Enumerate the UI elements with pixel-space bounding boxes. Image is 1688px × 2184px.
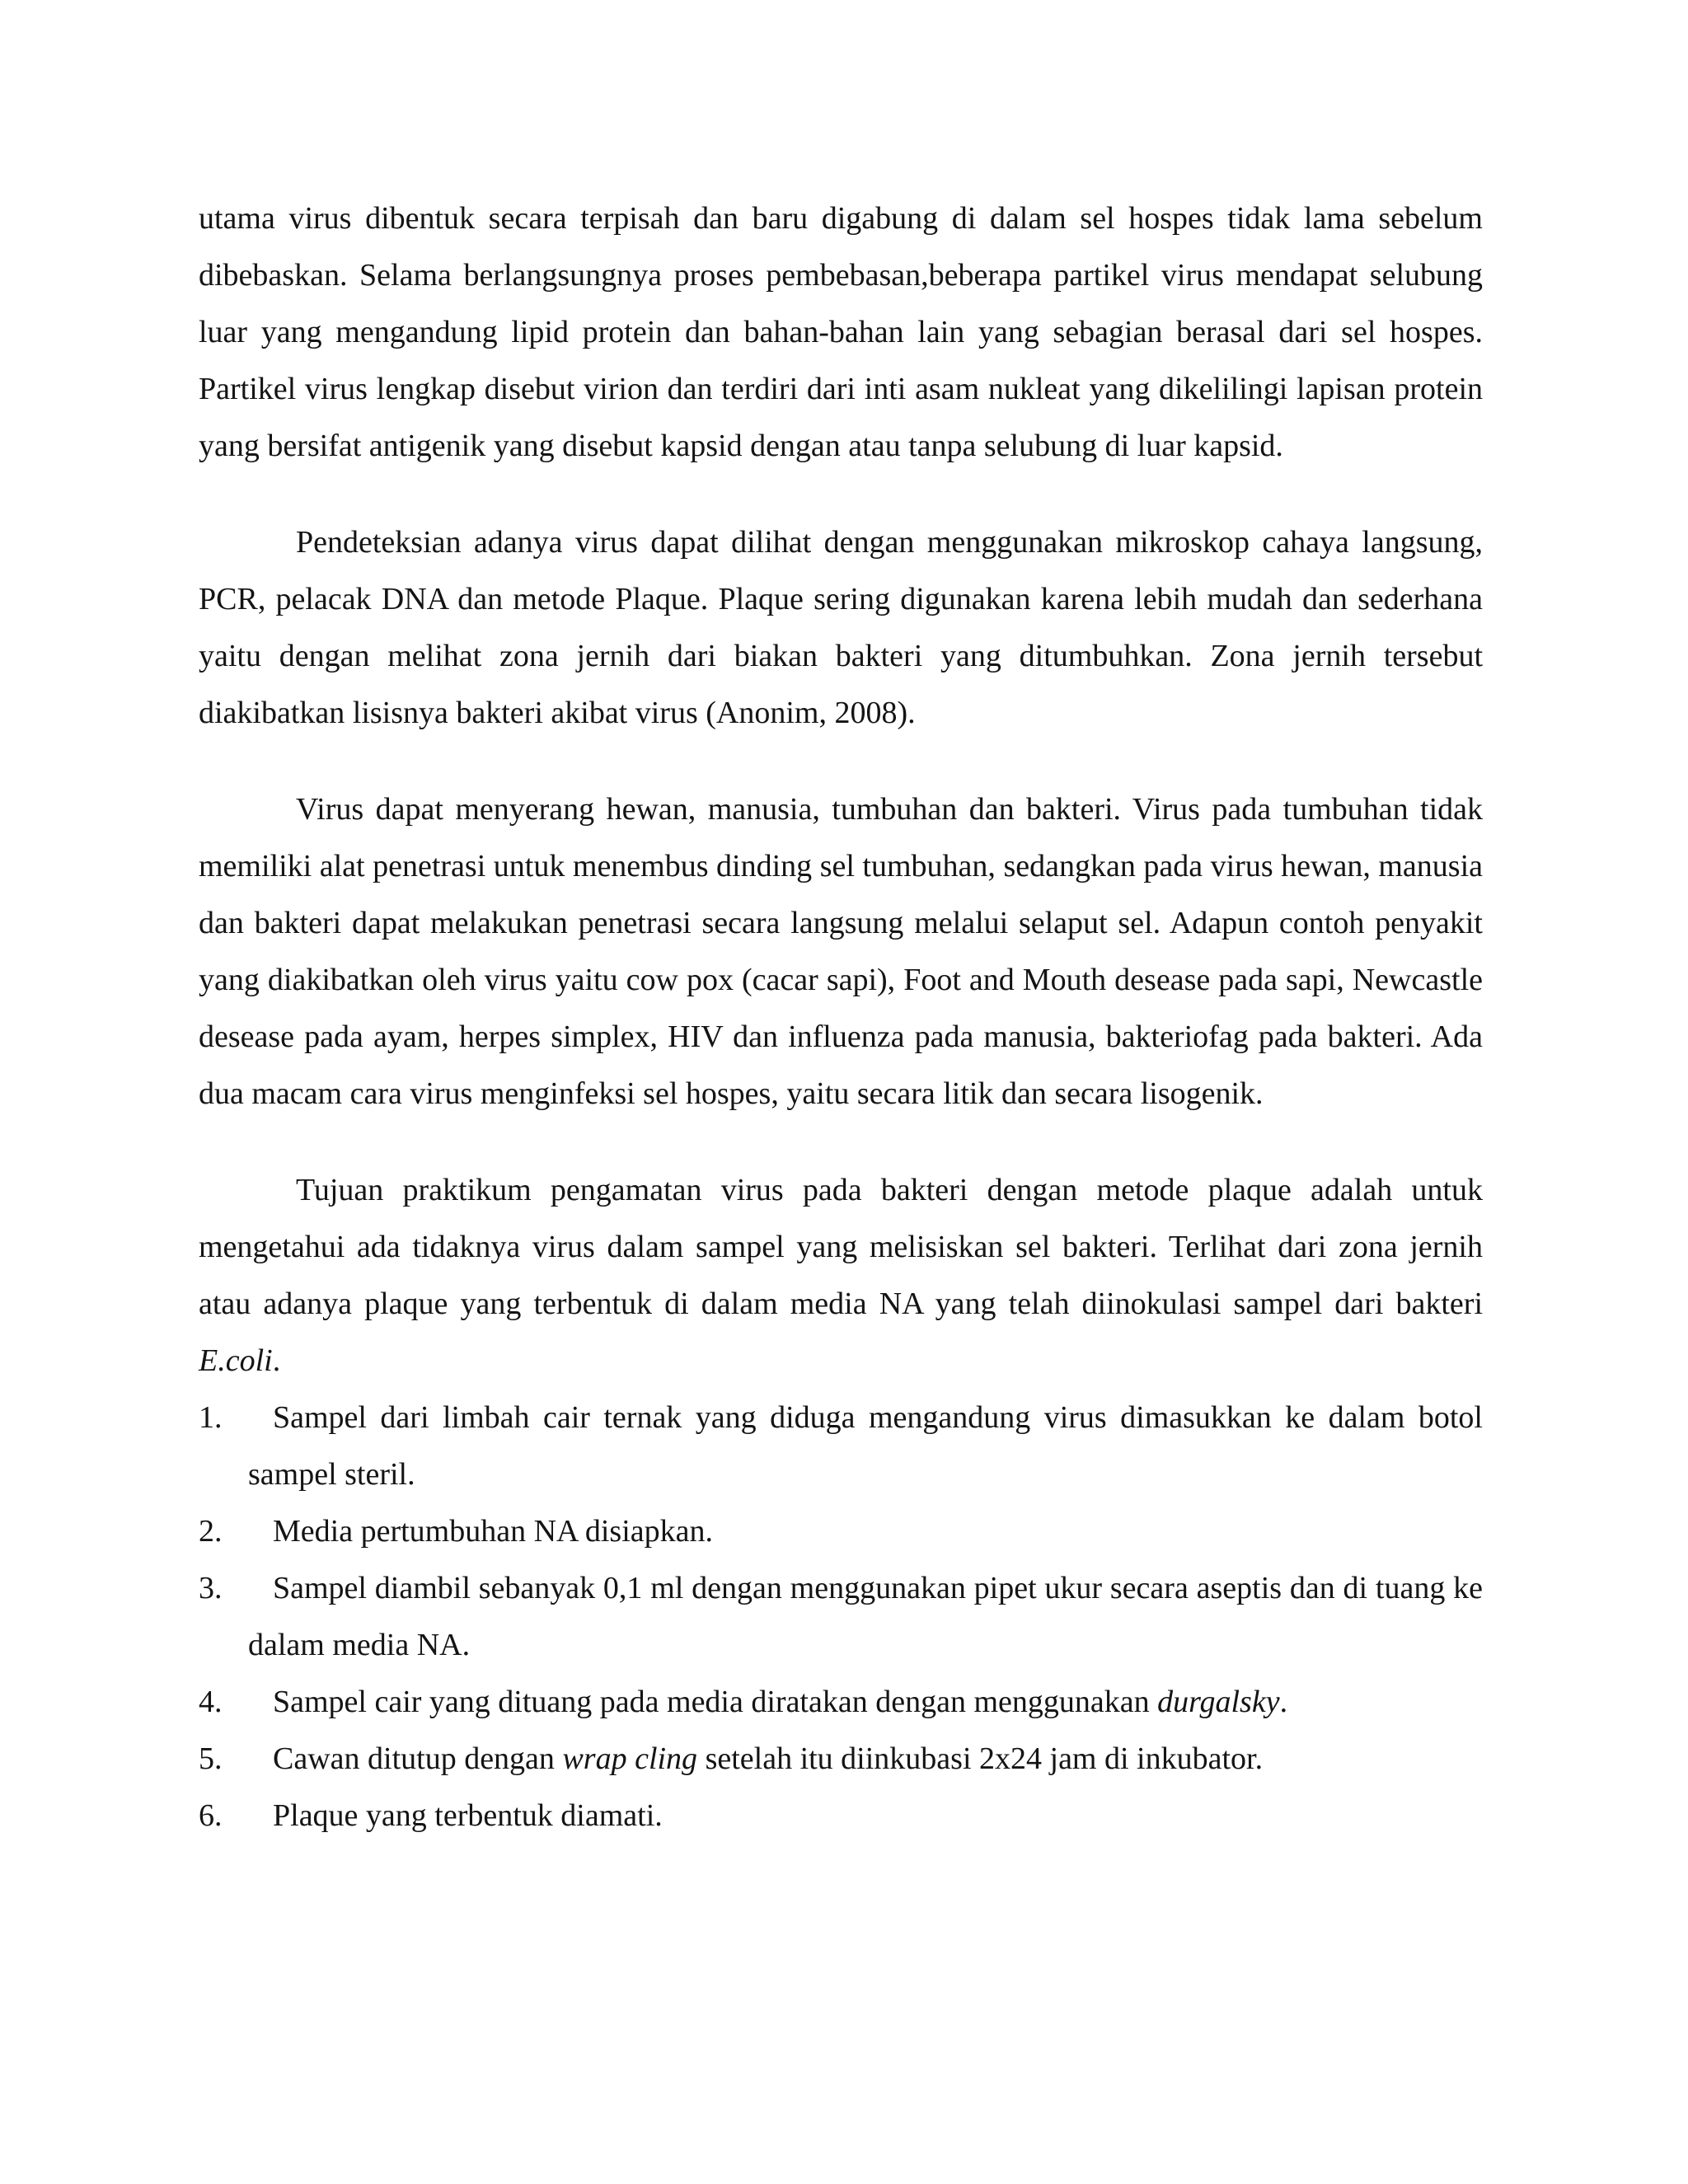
procedure-step	[199, 1731, 1483, 1788]
procedure-step	[199, 1674, 1483, 1731]
step-number: 1.	[199, 1400, 223, 1435]
paragraph-practicum-purpose	[199, 1162, 1483, 1390]
step-number: 3.	[199, 1571, 223, 1605]
paragraph-text: utama virus dibentuk secara terpisah dan baru digabung di dalam sel hospes tidak lama sebelum dibebaskan. Selama berlangsungnya proses pembebasan,beberapa partikel virus mendapat selubung luar yang mengandung lipid protein dan bahan-bahan lain yang sebagian berasal dari sel hospes. Partikel virus lengkap disebut virion dan terdiri dari inti asam nukleat yang dikelilingi lapisan protein yang bersifat antigenik yang disebut kapsid dengan atau tanpa selubung di luar kapsid.	[199, 201, 1483, 463]
procedure-steps-list	[199, 1390, 1483, 1844]
italic-term: E.coli	[199, 1343, 273, 1378]
procedure-step	[199, 1390, 1483, 1503]
step-text-end: .	[1279, 1685, 1288, 1719]
italic-term: wrap cling	[562, 1741, 698, 1776]
paragraph-virus-hosts	[199, 781, 1483, 1122]
step-text: Sampel dari limbah cair ternak yang diduga mengandung virus dimasukkan ke dalam botol sampel steril.	[248, 1400, 1483, 1492]
paragraph-text: Tujuan praktikum pengamatan virus pada bakteri dengan metode plaque adalah untuk mengetahui ada tidaknya virus dalam sampel yang melisiskan sel bakteri. Terlihat dari zona jernih atau adanya plaque yang terbentuk di dalam media NA yang telah diinokulasi sampel dari bakteri	[199, 1173, 1483, 1321]
paragraph-virus-detection	[199, 514, 1483, 742]
page-content	[199, 190, 1483, 1844]
step-text: Sampel diambil sebanyak 0,1 ml dengan menggunakan pipet ukur secara aseptis dan di tuang ke dalam media NA.	[248, 1571, 1483, 1662]
step-text: Media pertumbuhan NA disiapkan.	[273, 1514, 714, 1549]
step-number: 5.	[199, 1741, 223, 1776]
paragraph-text: Pendeteksian adanya virus dapat dilihat dengan menggunakan mikroskop cahaya langsung, PCR, pelacak DNA dan metode Plaque. Plaque sering digunakan karena lebih mudah dan sederhana yaitu dengan melihat zona jernih dari biakan bakteri yang ditumbuhkan. Zona jernih tersebut diakibatkan lisisnya bakteri akibat virus (Anonim, 2008).	[199, 525, 1483, 730]
step-text: Cawan ditutup dengan	[273, 1741, 563, 1776]
paragraph-text-end: .	[272, 1343, 281, 1378]
step-number: 6.	[199, 1798, 223, 1833]
procedure-step	[199, 1788, 1483, 1844]
step-text: Plaque yang terbentuk diamati.	[273, 1798, 663, 1833]
paragraph-virus-structure	[199, 190, 1483, 475]
paragraph-text: Virus dapat menyerang hewan, manusia, tumbuhan dan bakteri. Virus pada tumbuhan tidak memiliki alat penetrasi untuk menembus dinding sel tumbuhan, sedangkan pada virus hewan, manusia dan bakteri dapat melakukan penetrasi secara langsung melalui selaput sel. Adapun contoh penyakit yang diakibatkan oleh virus yaitu cow pox (cacar sapi), Foot and Mouth desease pada sapi, Newcastle desease pada ayam, herpes simplex, HIV dan influenza pada manusia, bakteriofag pada bakteri. Ada dua macam cara virus menginfeksi sel hospes, yaitu secara litik dan secara lisogenik.	[199, 792, 1483, 1111]
procedure-step	[199, 1503, 1483, 1560]
step-text: Sampel cair yang dituang pada media diratakan dengan menggunakan	[273, 1685, 1158, 1719]
step-text-end: setelah itu diinkubasi 2x24 jam di inkubator.	[697, 1741, 1264, 1776]
italic-term: durgalsky	[1157, 1685, 1280, 1719]
step-number: 2.	[199, 1514, 223, 1549]
step-number: 4.	[199, 1685, 223, 1719]
procedure-step	[199, 1560, 1483, 1674]
